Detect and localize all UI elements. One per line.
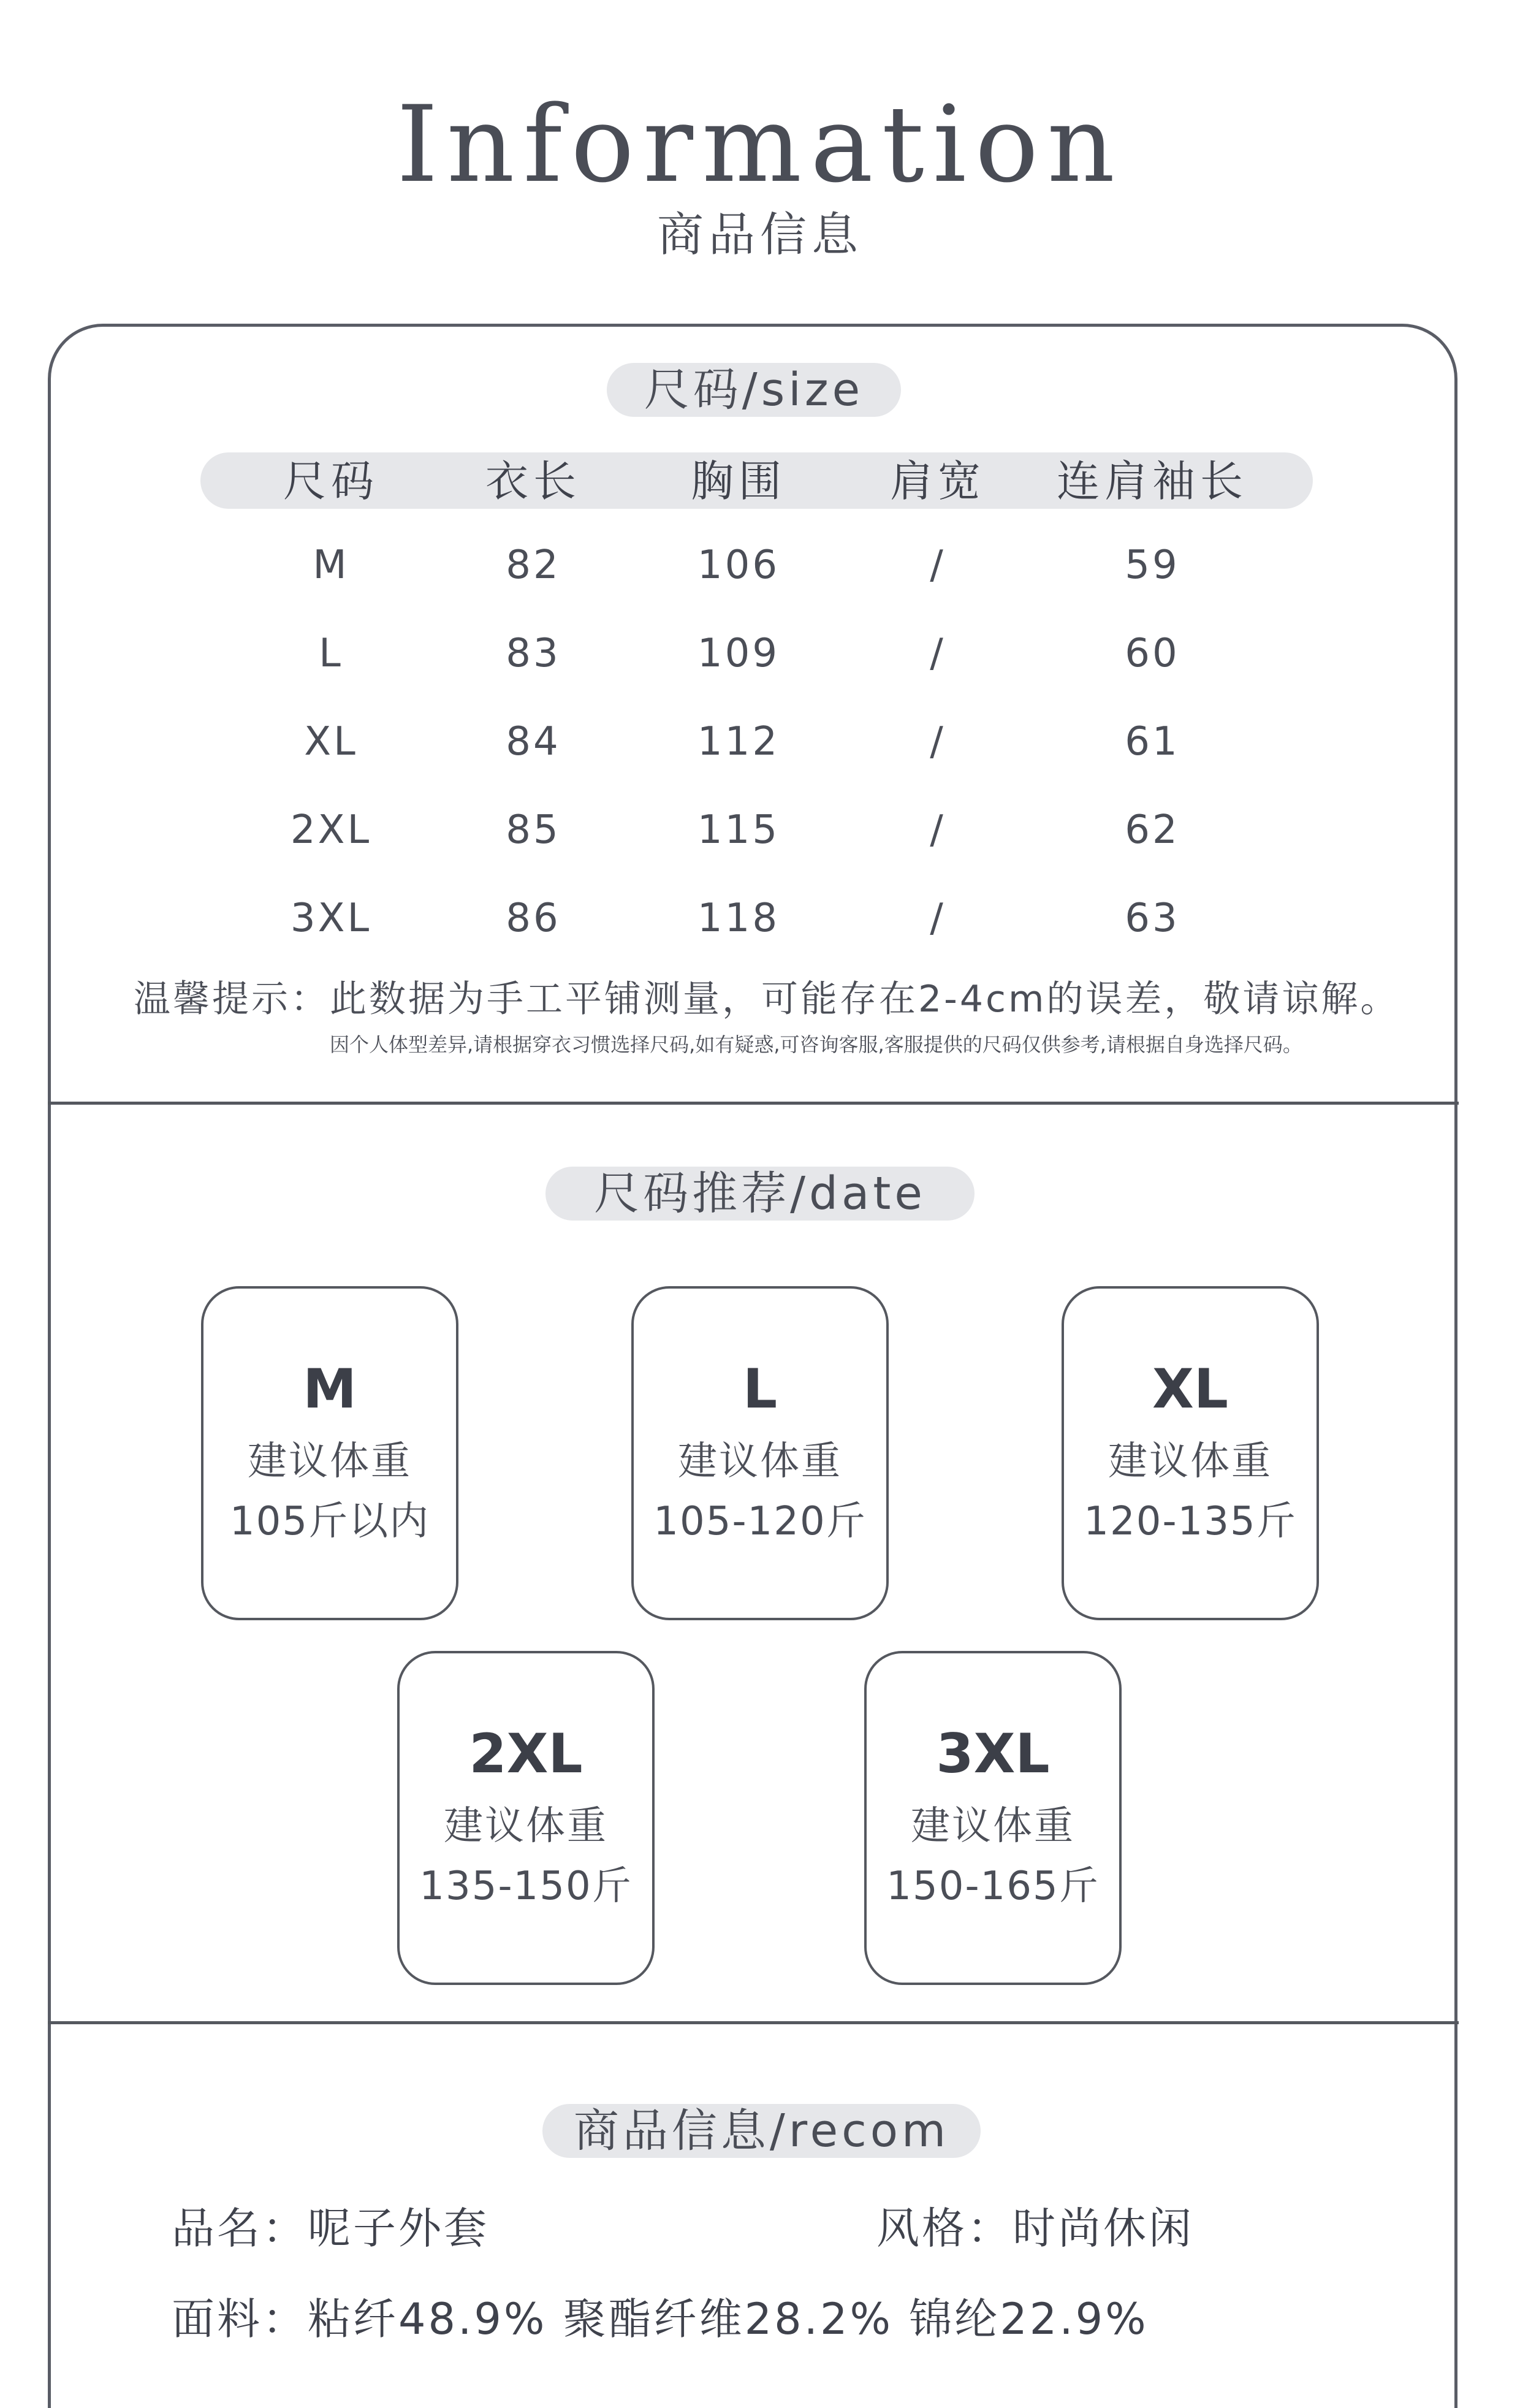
- recommend-weight-label: 建议体重: [1108, 1439, 1272, 1484]
- size-table-header: 连肩袖长: [1057, 456, 1248, 506]
- size-table-cell: 84: [506, 719, 561, 764]
- recommend-weight-label: 建议体重: [911, 1804, 1075, 1849]
- size-table-cell: 2XL: [290, 807, 372, 853]
- recommend-size: 2XL: [469, 1722, 583, 1785]
- size-table-cell: 118: [697, 896, 780, 941]
- size-advice-note: 因个人体型差异,请根据穿衣习惯选择尺码,如有疑惑,可咨询客服,客服提供的尺码仅供参考,请根据自身选择尺码。: [330, 1033, 1302, 1056]
- recommend-weight-range: 120-135斤: [1084, 1499, 1297, 1544]
- product-style: 风格：时尚休闲: [876, 2203, 1194, 2254]
- size-table-cell: /: [930, 719, 946, 764]
- size-recommend-box: [1062, 1286, 1319, 1620]
- size-table-header: 尺码: [283, 456, 379, 506]
- size-table-cell: 106: [697, 543, 780, 588]
- recommend-size: XL: [1152, 1357, 1228, 1420]
- size-table-cell: 85: [506, 807, 561, 853]
- size-table-cell: 61: [1125, 719, 1180, 764]
- size-table-cell: 60: [1125, 631, 1180, 676]
- recommend-weight-label: 建议体重: [248, 1439, 412, 1484]
- size-section-pill: 尺码/size: [607, 363, 901, 417]
- product-name: 品名：呢子外套: [172, 2203, 489, 2254]
- size-table-cell: 59: [1125, 543, 1180, 588]
- page-title: Information: [396, 83, 1124, 206]
- size-recommend-box: [631, 1286, 889, 1620]
- size-table-header: 衣长: [485, 456, 581, 506]
- size-table-cell: /: [930, 896, 946, 941]
- size-table-cell: /: [930, 631, 946, 676]
- size-table-cell: 112: [697, 719, 780, 764]
- size-table-cell: 82: [506, 543, 561, 588]
- size-table-cell: 63: [1125, 896, 1180, 941]
- recommend-weight-label: 建议体重: [444, 1804, 608, 1849]
- size-recommend-box: [201, 1286, 458, 1620]
- section-divider: [48, 1102, 1459, 1105]
- size-recommend-box: [397, 1651, 655, 1985]
- size-table-cell: L: [319, 631, 343, 676]
- product-material: 面料：粘纤48.9% 聚酯纤维28.2% 锦纶22.9%: [172, 2294, 1149, 2344]
- size-table-cell: /: [930, 807, 946, 853]
- recommend-weight-range: 105斤以内: [229, 1499, 430, 1544]
- size-table-header: 肩宽: [890, 456, 986, 506]
- size-table-cell: 115: [697, 807, 780, 853]
- recommend-weight-range: 135-150斤: [419, 1864, 633, 1909]
- size-table-cell: XL: [304, 719, 358, 764]
- section-divider: [48, 2021, 1459, 2024]
- measurement-tip: 温馨提示：此数据为手工平铺测量，可能存在2-4cm的误差，敬请谅解。: [134, 978, 1400, 1021]
- size-table-cell: 109: [697, 631, 780, 676]
- size-table-cell: 3XL: [290, 896, 372, 941]
- size-recommend-box: [864, 1651, 1122, 1985]
- size-table-cell: 83: [506, 631, 561, 676]
- size-table-cell: 86: [506, 896, 561, 941]
- page-subtitle: 商品信息: [657, 207, 863, 262]
- recommend-size: M: [303, 1357, 357, 1420]
- recommend-section-pill: 尺码推荐/date: [545, 1167, 975, 1221]
- size-table-cell: M: [313, 543, 349, 588]
- recommend-weight-range: 150-165斤: [886, 1864, 1100, 1909]
- recommend-weight-range: 105-120斤: [653, 1499, 867, 1544]
- recommend-size: L: [742, 1357, 778, 1420]
- size-table-cell: 62: [1125, 807, 1180, 853]
- recommend-size: 3XL: [936, 1722, 1050, 1785]
- size-table-header: 胸围: [691, 456, 786, 506]
- product-section-pill: 商品信息/recom: [542, 2104, 981, 2158]
- recommend-weight-label: 建议体重: [678, 1439, 842, 1484]
- size-table-cell: /: [930, 543, 946, 588]
